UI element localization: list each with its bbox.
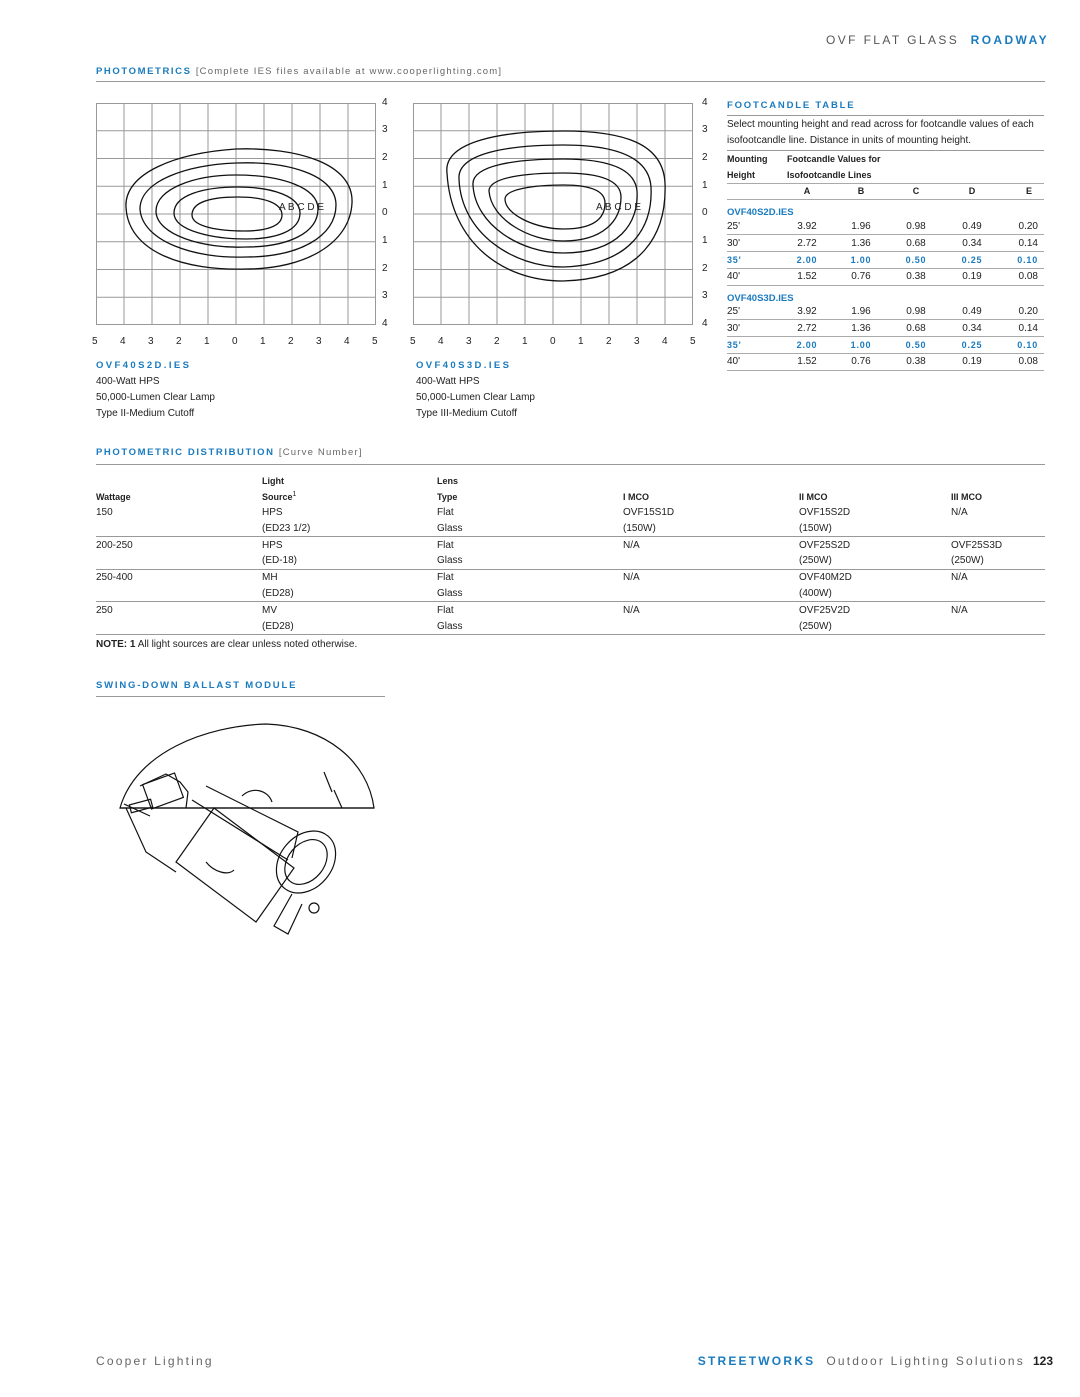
table-cell: 1.52 — [779, 268, 835, 285]
header-text: Source — [262, 492, 293, 503]
x-tick: 5 — [410, 336, 416, 347]
footcandle-description: Select mounting height and read across for footcandle values of each isofootcandle line. Distance in units of mounting height. — [727, 119, 1034, 146]
table-cell: 3.92 — [779, 218, 835, 234]
table-cell: (250W) — [799, 553, 951, 569]
y-tick: 3 — [382, 290, 388, 301]
distribution-table — [96, 473, 1045, 635]
y-tick: 1 — [702, 180, 708, 191]
y-axis-labels-2 — [702, 97, 716, 337]
column-header: B — [835, 183, 887, 200]
section-rule — [96, 696, 385, 697]
x-tick: 2 — [606, 336, 612, 347]
header-cell: Isofootcandle Lines — [779, 167, 1044, 183]
table-cell — [623, 618, 799, 634]
ballast-module-drawing — [106, 712, 381, 952]
column-header: Lens — [437, 475, 459, 486]
y-tick: 3 — [382, 124, 388, 135]
table-cell: 0.50 — [887, 251, 945, 268]
y-tick: 4 — [702, 318, 708, 329]
table-cell: 1.00 — [835, 337, 887, 354]
column-header: III MCO — [951, 491, 982, 502]
table-cell: 0.20 — [999, 304, 1044, 320]
table-row — [96, 520, 1045, 536]
table-cell: 2.00 — [779, 251, 835, 268]
table-cell: 1.36 — [835, 235, 887, 252]
table-cell: 0.49 — [945, 218, 999, 234]
column-header — [262, 489, 437, 505]
chart-file-name: OVF40S3D.IES — [416, 360, 512, 371]
chart-caption-line: 50,000-Lumen Clear Lamp — [416, 392, 535, 403]
table-cell: 35' — [727, 251, 779, 268]
column-header: A — [779, 183, 835, 200]
y-tick: 2 — [382, 263, 388, 274]
table-cell: N/A — [623, 604, 640, 616]
x-tick: 5 — [372, 336, 378, 347]
x-tick: 3 — [316, 336, 322, 347]
table-cell: (250W) — [799, 618, 951, 634]
table-cell: OVF40M2D — [799, 572, 852, 584]
y-tick: 2 — [702, 152, 708, 163]
product-category: ROADWAY — [970, 33, 1049, 47]
table-cell: N/A — [951, 604, 968, 616]
table-cell: OVF15S2D — [799, 506, 851, 518]
isofootcandle-chart-1 — [96, 103, 376, 325]
table-cell: 0.76 — [835, 268, 887, 285]
table-cell — [96, 553, 262, 569]
y-tick: 4 — [382, 318, 388, 329]
x-tick: 4 — [120, 336, 126, 347]
page-header — [826, 33, 1049, 47]
chart-file-name: OVF40S2D.IES — [96, 360, 192, 371]
chart-caption-line: Type II-Medium Cutoff — [96, 408, 195, 419]
table-cell: 0.25 — [945, 337, 999, 354]
footcandle-title: FOOTCANDLE TABLE — [727, 100, 856, 111]
section-rule — [727, 115, 1044, 116]
x-tick: 2 — [288, 336, 294, 347]
x-axis-labels-1 — [92, 336, 382, 350]
curve-labels: A B C D E — [279, 202, 325, 213]
distribution-heading — [96, 447, 363, 458]
y-tick: 2 — [702, 263, 708, 274]
table-cell: 2.00 — [779, 337, 835, 354]
table-cell: 1.96 — [835, 304, 887, 320]
y-tick: 4 — [702, 97, 708, 108]
table-cell: (ED-18) — [262, 553, 437, 569]
chart-caption-line: 50,000-Lumen Clear Lamp — [96, 392, 215, 403]
x-tick: 1 — [578, 336, 584, 347]
product-name: OVF FLAT GLASS — [825, 33, 960, 47]
y-tick: 0 — [702, 207, 708, 218]
table-row — [727, 218, 1044, 234]
footer-series — [698, 1354, 1025, 1368]
group-title: OVF40S3D.IES — [727, 292, 794, 304]
x-tick: 4 — [438, 336, 444, 347]
table-cell: OVF15S1D — [623, 506, 675, 518]
table-row — [727, 251, 1044, 268]
table-cell: 1.00 — [835, 251, 887, 268]
curve-labels: A B C D E — [596, 202, 642, 213]
chart-grid — [96, 103, 376, 325]
table-cell: Glass — [437, 586, 623, 602]
chart-caption-line: 400-Watt HPS — [416, 376, 480, 387]
x-tick: 3 — [466, 336, 472, 347]
x-tick: 4 — [344, 336, 350, 347]
table-cell: 40' — [727, 268, 779, 285]
table-cell — [96, 520, 262, 536]
chart-caption-line: 400-Watt HPS — [96, 376, 160, 387]
table-cell: 0.08 — [999, 268, 1044, 285]
table-cell — [951, 618, 1045, 634]
header-cell: Mounting — [727, 153, 768, 164]
table-cell: 0.19 — [945, 268, 999, 285]
column-header: D — [945, 183, 999, 200]
table-row — [96, 618, 1045, 634]
series-name: STREETWORKS — [697, 1354, 816, 1368]
table-cell: 0.14 — [999, 235, 1044, 252]
x-tick: 4 — [662, 336, 668, 347]
table-row — [96, 537, 1045, 553]
table-cell: OVF25V2D — [799, 604, 851, 616]
x-tick: 1 — [522, 336, 528, 347]
distribution-subtitle: [Curve Number] — [278, 447, 363, 458]
section-rule — [96, 464, 1045, 465]
table-cell: Flat — [437, 539, 454, 551]
footcandle-table — [727, 150, 1044, 371]
x-tick: 5 — [92, 336, 98, 347]
table-cell: 30' — [727, 235, 779, 252]
table-cell: 0.38 — [887, 353, 945, 370]
y-tick: 1 — [702, 235, 708, 246]
table-cell: 25' — [727, 304, 779, 320]
table-cell: (250W) — [951, 553, 1045, 569]
column-header: I MCO — [623, 491, 649, 502]
table-cell: 0.38 — [887, 268, 945, 285]
chart-caption-2 — [416, 358, 696, 422]
distribution-note — [96, 639, 357, 650]
x-tick: 5 — [690, 336, 696, 347]
table-cell: 0.98 — [887, 218, 945, 234]
table-cell: HPS — [262, 506, 283, 518]
column-header: E — [999, 183, 1044, 200]
table-cell: 0.19 — [945, 353, 999, 370]
y-tick: 0 — [382, 207, 388, 218]
table-cell: Flat — [437, 506, 454, 518]
table-cell — [96, 618, 262, 634]
table-cell: 3.92 — [779, 304, 835, 320]
photometrics-title: PHOTOMETRICS — [96, 66, 192, 77]
table-cell: Glass — [437, 520, 623, 536]
table-cell: 0.20 — [999, 218, 1044, 234]
table-row — [727, 337, 1044, 354]
table-cell: 0.34 — [945, 235, 999, 252]
table-cell: 0.50 — [887, 337, 945, 354]
footer-brand: Cooper Lighting — [96, 1354, 214, 1368]
series-tagline: Outdoor Lighting Solutions — [826, 1354, 1025, 1368]
column-header: II MCO — [799, 491, 828, 502]
y-axis-labels-1 — [382, 97, 396, 337]
section-rule — [96, 81, 1045, 82]
photometrics-heading — [96, 66, 502, 77]
chart-grid — [413, 103, 693, 325]
x-tick: 2 — [494, 336, 500, 347]
table-cell: 0.68 — [887, 235, 945, 252]
table-cell: OVF25S3D — [951, 539, 1003, 551]
distribution-title: PHOTOMETRIC DISTRIBUTION — [96, 447, 275, 458]
table-row — [727, 304, 1044, 320]
table-cell: 1.52 — [779, 353, 835, 370]
y-tick: 3 — [702, 290, 708, 301]
table-cell: (150W) — [799, 520, 951, 536]
table-cell: Glass — [437, 553, 623, 569]
table-cell: 1.36 — [835, 320, 887, 337]
table-cell: Flat — [437, 604, 454, 616]
table-cell: (150W) — [623, 520, 799, 536]
isofootcandle-chart-2 — [413, 103, 693, 325]
chart-caption-1 — [96, 358, 376, 422]
y-tick: 3 — [702, 124, 708, 135]
table-cell — [951, 586, 1045, 602]
header-cell: Footcandle Values for — [787, 153, 881, 164]
table-cell: 35' — [727, 337, 779, 354]
footcandle-table-block — [727, 100, 1044, 371]
table-cell — [623, 553, 799, 569]
ballast-title: SWING-DOWN BALLAST MODULE — [96, 680, 298, 691]
group-title: OVF40S2D.IES — [727, 207, 794, 219]
table-cell: 0.10 — [999, 337, 1044, 354]
table-cell: 200-250 — [96, 539, 133, 551]
table-cell: Flat — [437, 572, 454, 584]
column-header: C — [887, 183, 945, 200]
table-cell: 250-400 — [96, 572, 133, 584]
x-tick: 2 — [176, 336, 182, 347]
table-cell: 0.10 — [999, 251, 1044, 268]
table-cell: (ED23 1/2) — [262, 520, 437, 536]
x-tick: 1 — [260, 336, 266, 347]
table-cell — [951, 520, 1045, 536]
table-cell: 0.68 — [887, 320, 945, 337]
table-cell: 0.08 — [999, 353, 1044, 370]
x-tick: 0 — [232, 336, 238, 347]
table-cell: 150 — [96, 506, 113, 518]
table-cell: 0.98 — [887, 304, 945, 320]
column-header: Light — [262, 475, 284, 486]
x-tick: 0 — [550, 336, 556, 347]
y-tick: 4 — [382, 97, 388, 108]
x-tick: 3 — [148, 336, 154, 347]
table-row — [96, 602, 1045, 618]
table-cell: 25' — [727, 218, 779, 234]
table-cell — [96, 586, 262, 602]
table-cell: 0.14 — [999, 320, 1044, 337]
footnote-marker: 1 — [292, 491, 297, 499]
table-cell: MH — [262, 572, 278, 584]
table-cell: HPS — [262, 539, 283, 551]
table-row — [96, 586, 1045, 602]
table-cell: N/A — [951, 572, 968, 584]
x-tick: 3 — [634, 336, 640, 347]
table-cell: 30' — [727, 320, 779, 337]
note-label: NOTE: 1 — [96, 639, 136, 650]
note-text: All light sources are clear unless noted otherwise. — [137, 639, 358, 650]
table-cell: 2.72 — [779, 235, 835, 252]
table-cell: 2.72 — [779, 320, 835, 337]
table-cell: Glass — [437, 618, 623, 634]
y-tick: 1 — [382, 235, 388, 246]
table-cell: 1.96 — [835, 218, 887, 234]
table-row — [727, 353, 1044, 370]
table-cell: N/A — [623, 539, 640, 551]
column-header: Wattage — [96, 491, 131, 502]
table-cell: 250 — [96, 604, 113, 616]
table-cell: (400W) — [799, 586, 951, 602]
table-cell: 0.76 — [835, 353, 887, 370]
photometrics-subtitle: [Complete IES files available at www.cooperlighting.com] — [195, 66, 503, 77]
y-tick: 2 — [382, 152, 388, 163]
column-header: Type — [437, 491, 458, 502]
table-row — [727, 235, 1044, 252]
header-cell: Height — [727, 167, 779, 183]
x-tick: 1 — [204, 336, 210, 347]
table-row — [727, 320, 1044, 337]
table-row — [96, 505, 1045, 521]
table-row — [96, 569, 1045, 585]
chart-caption-line: Type III-Medium Cutoff — [416, 408, 517, 419]
table-cell: 0.25 — [945, 251, 999, 268]
table-cell — [623, 586, 799, 602]
table-cell: MV — [262, 604, 277, 616]
table-row — [727, 268, 1044, 285]
table-cell: (ED28) — [262, 586, 437, 602]
table-row — [96, 553, 1045, 569]
table-cell: 0.49 — [945, 304, 999, 320]
page-number: 123 — [1032, 1354, 1053, 1368]
table-cell: N/A — [623, 572, 640, 584]
table-cell: N/A — [951, 506, 968, 518]
table-cell: OVF25S2D — [799, 539, 851, 551]
table-cell: 0.34 — [945, 320, 999, 337]
table-cell: (ED28) — [262, 618, 437, 634]
y-tick: 1 — [382, 180, 388, 191]
x-axis-labels-2 — [410, 336, 700, 350]
table-cell: 40' — [727, 353, 779, 370]
